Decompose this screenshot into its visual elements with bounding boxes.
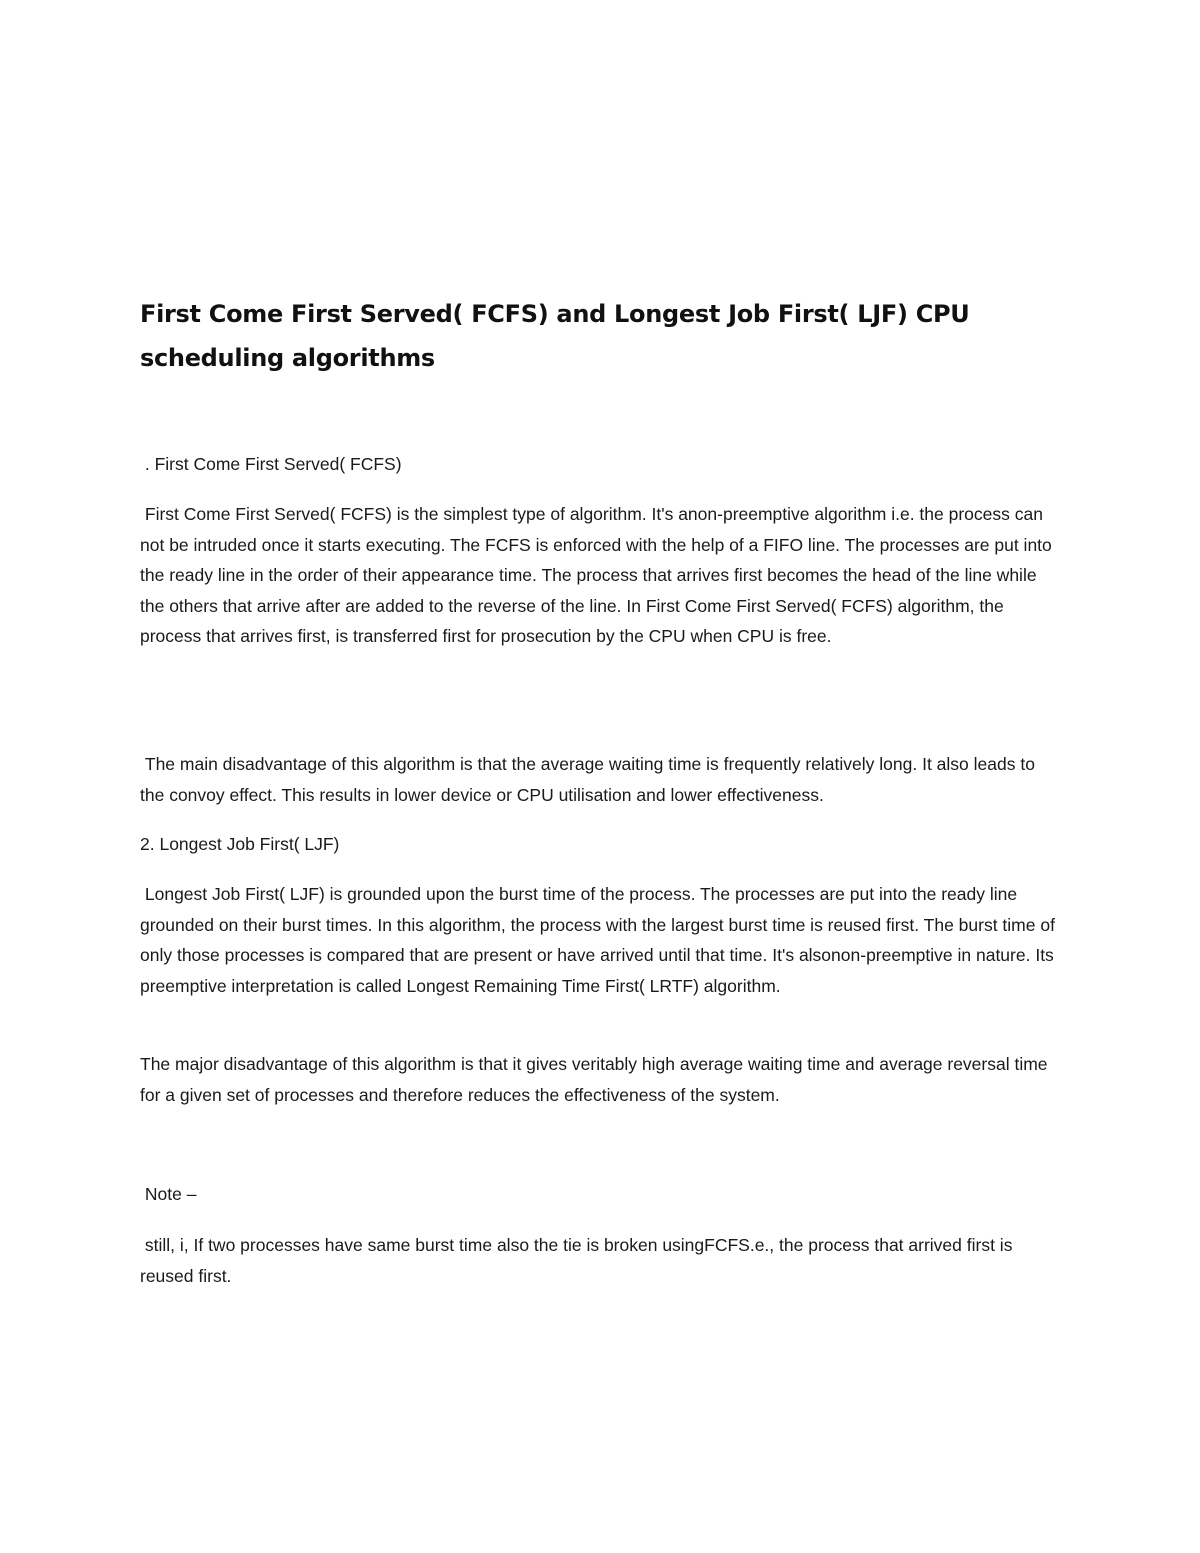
ljf-description-paragraph: Longest Job First( LJF) is grounded upon the burst time of the process. The processes are put into the ready line grounded on their burst times. In this algorithm, the process with the largest burst time is reused first. The burst time of only those processes is compared that are present or have arrived until that time. It's alsonon-preemptive in nature. Its preemptive interpretation is called Longest Remaining Time First( LRTF) algorithm.	[140, 884, 1060, 996]
fcfs-disadvantage-paragraph: The main disadvantage of this algorithm is that the average waiting time is frequently relatively long. It also leads to the convoy effect. This results in lower device or CPU utilisation and lower effectiveness.	[140, 754, 1040, 805]
document-title: First Come First Served( FCFS) and Longest Job First( LJF) CPU scheduling algorithms	[140, 300, 970, 372]
section-heading-ljf: 2. Longest Job First( LJF)	[140, 834, 340, 854]
note-label: Note –	[140, 1184, 197, 1204]
fcfs-description-paragraph: First Come First Served( FCFS) is the simplest type of algorithm. It's anon-preemptive algorithm i.e. the process can not be intruded once it starts executing. The FCFS is enforced with the help of a FIFO line. The processes are put into the ready line in the order of their appearance time. The process that arrives first becomes the head of the line while the others that arrive after are added to the reverse of the line. In First Come First Served( FCFS) algorithm, the process that arrives first, is transferred first for prosecution by the CPU when CPU is free.	[140, 504, 1057, 646]
section-heading-fcfs: . First Come First Served( FCFS)	[140, 454, 402, 474]
ljf-disadvantage-paragraph: The major disadvantage of this algorithm is that it gives veritably high average waiting time and average reversal time for a given set of processes and therefore reduces the effectiveness of the system.	[140, 1054, 1053, 1105]
note-text: still, i, If two processes have same burst time also the tie is broken usingFCFS.e., the process that arrived first is reused first.	[140, 1235, 1018, 1286]
